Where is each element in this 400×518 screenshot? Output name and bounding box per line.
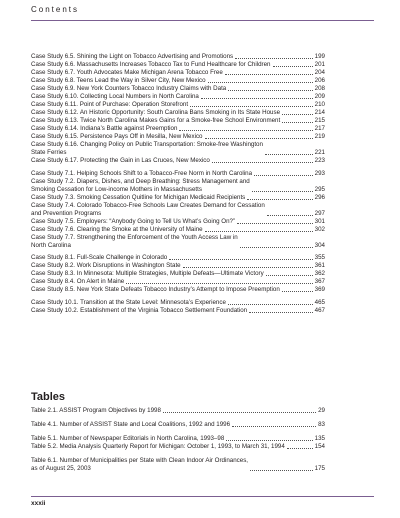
dot-leader (183, 267, 313, 268)
toc-entry-page: 295 (314, 185, 325, 193)
toc-entry-page: 208 (314, 85, 325, 92)
toc-entry-page: 301 (314, 217, 325, 225)
toc-entry (31, 202, 325, 218)
toc-entry-page: 297 (314, 209, 325, 217)
dot-leader (232, 426, 316, 427)
tables-heading: Tables (31, 391, 66, 403)
toc-entry (31, 125, 325, 133)
toc-entry-page: 215 (314, 117, 325, 124)
toc-entry-title: Case Study 8.4. On Alert in Maine (31, 278, 125, 285)
toc-entry-title: Case Study 6.12. An Historic Opportunity: South Carolina Bans Smoking in Its State House (31, 109, 281, 116)
toc-entry (31, 457, 325, 473)
toc-entry (31, 61, 325, 69)
toc-entry-title: Case Study 10.1. Transition at the State Level: Minnesota’s Experience (31, 298, 226, 306)
toc-entry-page: 154 (314, 443, 325, 450)
dot-leader (228, 304, 313, 305)
toc-entry (31, 270, 325, 278)
dot-leader (267, 215, 313, 216)
toc-entry (31, 443, 325, 451)
toc-entry (31, 77, 325, 85)
toc-entry-title: Case Study 7.7. Strengthening the Enforcement of the Youth Access Law in North Carolina (31, 233, 238, 249)
toc-entry-title: Case Study 6.9. New York Counters Tobacco Industry Claims with Data (31, 85, 227, 92)
toc-entry-title: Case Study 8.2. Work Disruptions in Washington State (31, 262, 181, 269)
toc-group (31, 435, 325, 451)
toc-entry-page: 221 (314, 149, 325, 156)
dot-leader (282, 114, 313, 115)
toc-entry-title: Case Study 7.4. Colorado Tobacco-Free Schools Law Creates Demand for Cessation and Prevention Programs (31, 201, 265, 217)
toc-entry-title: Table 5.1. Number of Newspaper Editorials in North Carolina, 1993–98 (31, 435, 225, 442)
toc-entry-page: 209 (314, 93, 325, 100)
toc-group (31, 299, 325, 315)
dot-leader (205, 138, 313, 139)
toc-entry (31, 170, 325, 178)
toc-entry (31, 178, 325, 194)
toc-group (31, 407, 325, 415)
toc-entry-title: Case Study 8.1. Full-Scale Challenge in Colorado (31, 254, 168, 261)
toc-entry (31, 234, 325, 250)
toc-entry-page: 465 (314, 298, 325, 306)
toc-entry-page: 206 (314, 77, 325, 84)
toc-entry (31, 93, 325, 101)
toc-entry-title: Case Study 6.5. Shining the Light on Tobacco Advertising and Promotions (31, 53, 234, 60)
toc-entry-page: 369 (314, 286, 325, 293)
toc-entry-page: 361 (314, 262, 325, 269)
footer-rule (31, 496, 374, 497)
toc-group (31, 170, 325, 250)
dot-leader (249, 312, 313, 313)
toc-group (31, 421, 325, 429)
toc-entry-page: 355 (314, 254, 325, 261)
toc-entry-page: 201 (314, 61, 325, 68)
toc-entry (31, 101, 325, 109)
dot-leader (205, 231, 313, 232)
dot-leader (282, 122, 312, 123)
toc-entry-title: Case Study 6.11. Point of Purchase: Operation Storefront (31, 101, 189, 108)
toc-entry-title: Case Study 6.6. Massachusetts Increases Tobacco Tax to Fund Healthcare for Children (31, 61, 271, 68)
dot-leader (287, 448, 313, 449)
dot-leader (282, 291, 313, 292)
toc-entry-page: 210 (314, 101, 325, 108)
toc-entry (31, 435, 325, 443)
dot-leader (235, 58, 313, 59)
dot-leader (163, 412, 316, 413)
toc-entry (31, 421, 325, 429)
dot-leader (247, 199, 312, 200)
toc-entry (31, 218, 325, 226)
toc-entry-title: Case Study 7.5. Employers: “Anybody Going to Tell Us What’s Going On?” (31, 217, 236, 225)
dot-leader (252, 191, 313, 192)
toc-entry (31, 307, 325, 315)
toc-entry-title: Case Study 6.10. Collecting Local Numbers in North Carolina (31, 93, 199, 100)
toc-entry-page: 367 (314, 278, 325, 285)
toc-entry-title: Case Study 6.7. Youth Advocates Make Michigan Arena Tobacco Free (31, 69, 223, 76)
toc-entry-title: Table 6.1. Number of Municipalities per State with Clean Indoor Air Ordinances, as of August 25, 2003 (31, 457, 249, 472)
toc-entry (31, 278, 325, 286)
toc-entry-title: Case Study 6.15. Persistence Pays Off in Mesilla, New Mexico (31, 133, 203, 140)
toc-entry-title: Case Study 6.8. Teens Lead the Way in Silver City, New Mexico (31, 77, 206, 84)
dot-leader (240, 247, 313, 248)
running-header-title: Contents (31, 5, 80, 14)
toc-entry-page: 29 (318, 407, 325, 414)
toc-entry-page: 304 (314, 241, 325, 249)
toc-entry (31, 157, 325, 165)
toc-entry-page: 467 (314, 306, 325, 314)
dot-leader (226, 440, 312, 441)
dot-leader (169, 259, 312, 260)
toc-group (31, 457, 325, 473)
dot-leader (190, 106, 313, 107)
toc-entry (31, 141, 325, 157)
tables-list (31, 407, 325, 479)
toc-entry-page: 293 (314, 169, 325, 177)
toc-entry (31, 226, 325, 234)
toc-entry-page: 223 (314, 157, 325, 164)
dot-leader (250, 470, 313, 471)
toc-entry-title: Case Study 7.3. Smoking Cessation Quitline for Michigan Medicaid Recipients (31, 193, 246, 201)
dot-leader (179, 130, 312, 131)
toc-entry (31, 286, 325, 294)
toc-entry-title: Case Study 6.14. Indiana’s Battle against Preemption (31, 125, 178, 132)
toc-entry-title: Case Study 6.17. Protecting the Gain in Las Cruces, New Mexico (31, 157, 210, 164)
toc-entry-title: Case Study 6.16. Changing Policy on Public Transportation: Smoke-free Washington State Ferries (31, 141, 263, 156)
toc-entry (31, 254, 325, 262)
header-rule (31, 20, 374, 21)
toc-entry (31, 109, 325, 117)
dot-leader (126, 283, 312, 284)
toc-entry-page: 219 (314, 133, 325, 140)
toc-group (31, 53, 325, 165)
toc-entry (31, 133, 325, 141)
toc-entry (31, 85, 325, 93)
toc-entry-page: 204 (314, 69, 325, 76)
dot-leader (273, 66, 313, 67)
dot-leader (237, 223, 313, 224)
toc-entry-title: Table 2.1. ASSIST Program Objectives by 1998 (31, 407, 161, 414)
toc-group (31, 254, 325, 294)
toc-entry-page: 199 (314, 53, 325, 60)
toc-entry-title: Case Study 7.1. Helping Schools Shift to a Tobacco-Free Norm in North Carolina (31, 169, 253, 177)
toc-entry (31, 194, 325, 202)
toc-entry-page: 302 (314, 225, 325, 233)
dot-leader (254, 175, 313, 176)
toc-entry-page: 83 (318, 421, 325, 428)
toc-entry (31, 262, 325, 270)
dot-leader (265, 154, 313, 155)
case-studies-list (31, 53, 325, 319)
toc-entry-title: Case Study 6.13. Twice North Carolina Makes Gains for a Smoke-free School Environment (31, 117, 281, 124)
dot-leader (208, 82, 313, 83)
toc-entry-title: Case Study 7.6. Clearing the Smoke at the University of Maine (31, 225, 203, 233)
toc-entry (31, 69, 325, 77)
page-number: xxxii (31, 500, 46, 507)
toc-entry (31, 117, 325, 125)
toc-entry-title: Case Study 10.2. Establishment of the Virginia Tobacco Settlement Foundation (31, 306, 248, 314)
toc-entry-title: Table 5.2. Media Analysis Quarterly Report for Michigan: October 1, 1993, to March 31, 1994 (31, 443, 285, 450)
dot-leader (212, 162, 313, 163)
toc-entry-title: Case Study 8.3. In Minnesota: Multiple Strategies, Multiple Defeats—Ultimate Victory (31, 270, 264, 277)
toc-entry (31, 53, 325, 61)
toc-entry (31, 407, 325, 415)
toc-entry-page: 135 (314, 435, 325, 442)
dot-leader (201, 98, 313, 99)
toc-entry-page: 296 (314, 193, 325, 201)
toc-entry-page: 362 (314, 270, 325, 277)
toc-entry (31, 299, 325, 307)
dot-leader (225, 74, 313, 75)
toc-entry-page: 214 (314, 109, 325, 116)
toc-entry-page: 175 (314, 465, 325, 472)
toc-entry-title: Case Study 7.2. Diapers, Dishes, and Deep Breathing: Stress Management and Smoking Cessation for Low-income Mothers in Massachusetts (31, 177, 250, 193)
toc-entry-page: 217 (314, 125, 325, 132)
dot-leader (228, 90, 312, 91)
dot-leader (266, 275, 313, 276)
toc-entry-title: Case Study 8.5. New York State Defeats Tobacco Industry’s Attempt to Impose Preemption (31, 286, 280, 293)
toc-entry-title: Table 4.1. Number of ASSIST State and Local Coalitions, 1992 and 1996 (31, 421, 231, 428)
